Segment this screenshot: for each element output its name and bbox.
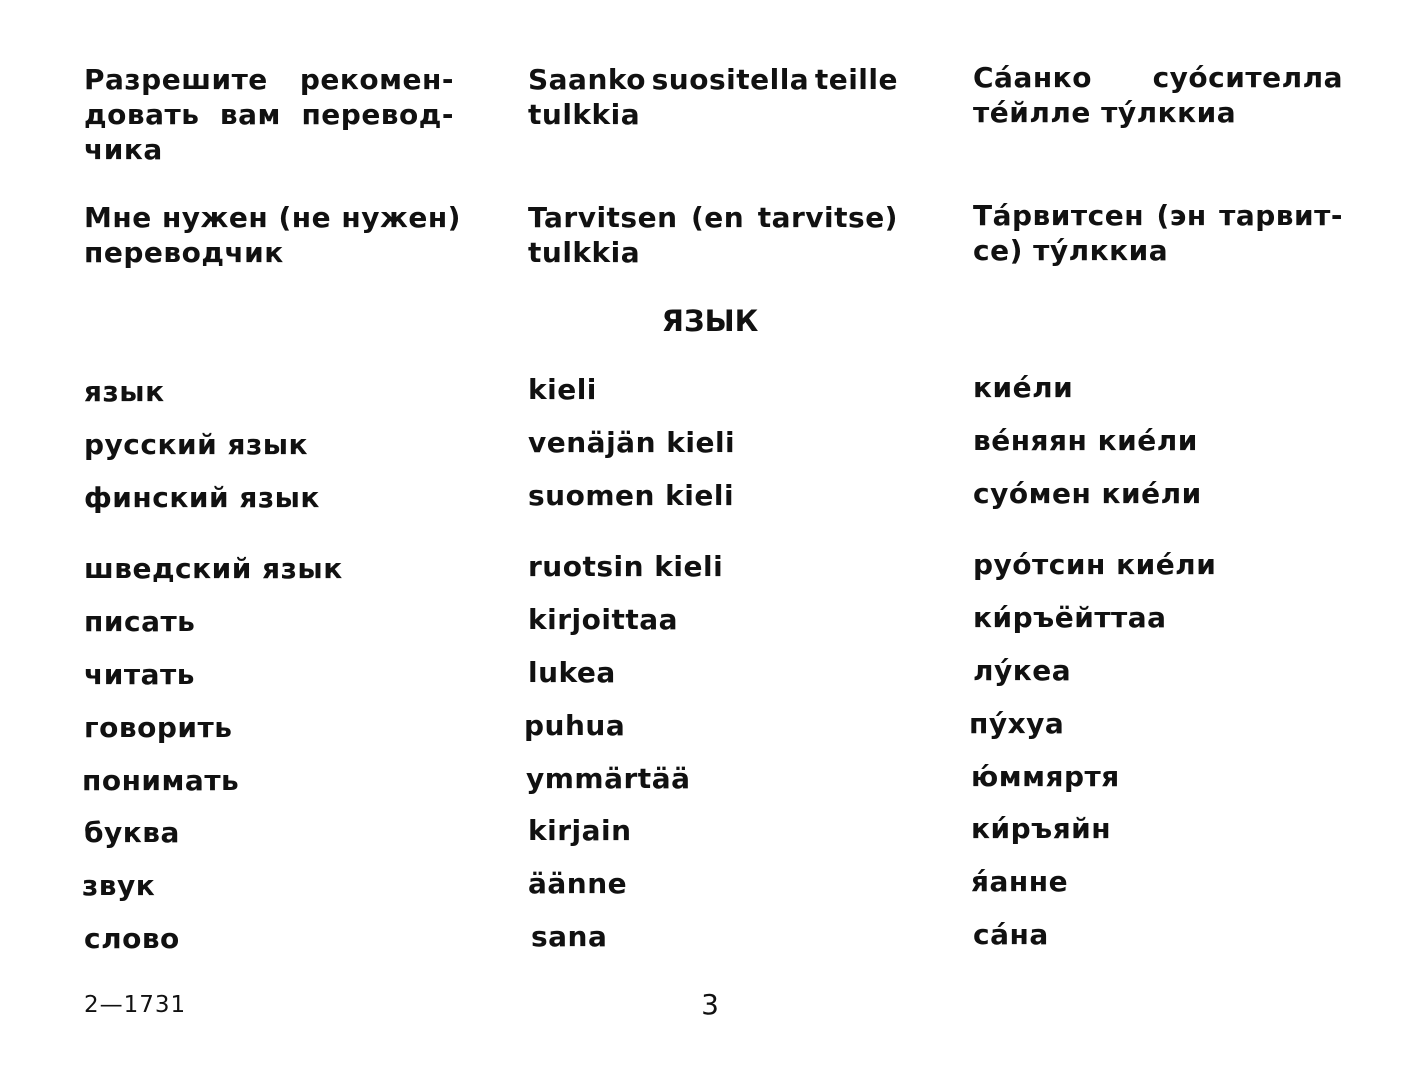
section-title: ЯЗЫК bbox=[661, 304, 759, 338]
phrase-1-russian bbox=[84, 62, 454, 167]
word-transcription: руо́тсин кие́ли bbox=[973, 548, 1217, 581]
word: чика bbox=[84, 133, 163, 166]
word-finnish: suomen kieli bbox=[528, 479, 735, 512]
word: се) bbox=[973, 234, 1023, 267]
word-transcription: суо́мен кие́ли bbox=[973, 477, 1202, 510]
word: (en bbox=[691, 201, 745, 234]
word: Та́рвитсен bbox=[973, 199, 1145, 232]
word-transcription: пу́хуа bbox=[969, 707, 1065, 740]
phrase-1-transcription bbox=[973, 60, 1343, 130]
word-russian: слово bbox=[84, 922, 180, 955]
phrase-1-finnish bbox=[528, 62, 898, 132]
phrase-2-transcription-line-2 bbox=[973, 233, 1343, 268]
word: перевод- bbox=[301, 98, 454, 131]
word: суо́сителла bbox=[1152, 61, 1343, 94]
phrase-2-finnish bbox=[528, 200, 898, 270]
word-transcription: ю́ммяртя bbox=[971, 760, 1120, 793]
word-russian: писать bbox=[84, 605, 196, 638]
word-russian: шведский язык bbox=[84, 552, 343, 585]
phrase-1-russian-line-3 bbox=[84, 132, 454, 167]
phrase-1-finnish-line-1 bbox=[528, 62, 898, 97]
word-transcription: кие́ли bbox=[973, 371, 1074, 404]
word: Мне нужен (не нужен) bbox=[84, 201, 461, 234]
word-finnish: äänne bbox=[528, 867, 628, 900]
word: вам bbox=[219, 98, 281, 131]
phrase-2-finnish-line-1 bbox=[528, 200, 898, 235]
word: (эн bbox=[1156, 199, 1207, 232]
word: переводчик bbox=[84, 236, 284, 269]
word-russian: говорить bbox=[84, 711, 233, 744]
word-russian: звук bbox=[82, 869, 156, 902]
word: ту́лккиа bbox=[1033, 234, 1169, 267]
phrase-2-russian bbox=[84, 200, 461, 270]
word-russian: финский язык bbox=[84, 481, 320, 514]
word: тарвит- bbox=[1219, 199, 1343, 232]
phrase-2-russian-line-1 bbox=[84, 200, 461, 235]
word-transcription: ки́ръёйттаа bbox=[973, 601, 1167, 634]
word: те́йлле bbox=[973, 96, 1091, 129]
word: tulkkia bbox=[528, 236, 641, 269]
word: Saanko bbox=[528, 63, 646, 96]
word-finnish: ymmärtää bbox=[526, 762, 691, 795]
phrase-2-finnish-line-2 bbox=[528, 235, 898, 270]
page-number: 3 bbox=[701, 988, 719, 1021]
word: teille bbox=[814, 63, 898, 96]
word-transcription: ки́ръяйн bbox=[971, 812, 1112, 845]
word: suositella bbox=[651, 63, 810, 96]
word-transcription: лу́кеа bbox=[973, 654, 1072, 687]
word-transcription: са́на bbox=[973, 918, 1049, 951]
word-finnish: kirjain bbox=[528, 814, 632, 847]
word: Разрешите bbox=[84, 63, 268, 96]
phrase-1-finnish-line-2 bbox=[528, 97, 898, 132]
word: Tarvitsen bbox=[528, 201, 678, 234]
word-finnish: sana bbox=[531, 920, 608, 953]
phrase-1-transcription-line-2 bbox=[973, 95, 1343, 130]
word: ту́лккиа bbox=[1101, 96, 1237, 129]
word-finnish: kieli bbox=[528, 373, 597, 406]
word: tulkkia bbox=[528, 98, 641, 131]
word-finnish: kirjoittaa bbox=[528, 603, 679, 636]
word-russian: русский язык bbox=[84, 428, 309, 461]
word: довать bbox=[84, 98, 200, 131]
phrase-2-russian-line-2 bbox=[84, 235, 454, 270]
word-transcription: ве́няян кие́ли bbox=[973, 424, 1198, 457]
signature-code: 2—1731 bbox=[84, 992, 187, 1018]
phrase-1-russian-line-1 bbox=[84, 62, 454, 97]
word: Са́анко bbox=[973, 61, 1092, 94]
word-finnish: lukea bbox=[528, 656, 616, 689]
word: tarvitse) bbox=[757, 201, 898, 234]
phrase-2-transcription bbox=[973, 198, 1343, 268]
word-russian: язык bbox=[84, 375, 165, 408]
word-finnish: venäjän kieli bbox=[528, 426, 736, 459]
word-russian: понимать bbox=[82, 764, 240, 797]
phrase-2-transcription-line-1 bbox=[973, 198, 1343, 233]
word-finnish: ruotsin kieli bbox=[528, 550, 724, 583]
phrase-1-russian-line-2 bbox=[84, 97, 454, 132]
word-russian: читать bbox=[84, 658, 195, 691]
word-finnish: puhua bbox=[524, 709, 626, 742]
word-russian: буква bbox=[84, 816, 180, 849]
phrase-1-transcription-line-1 bbox=[973, 60, 1343, 95]
word-transcription: я́анне bbox=[971, 865, 1069, 898]
word: рекомен- bbox=[299, 63, 454, 96]
